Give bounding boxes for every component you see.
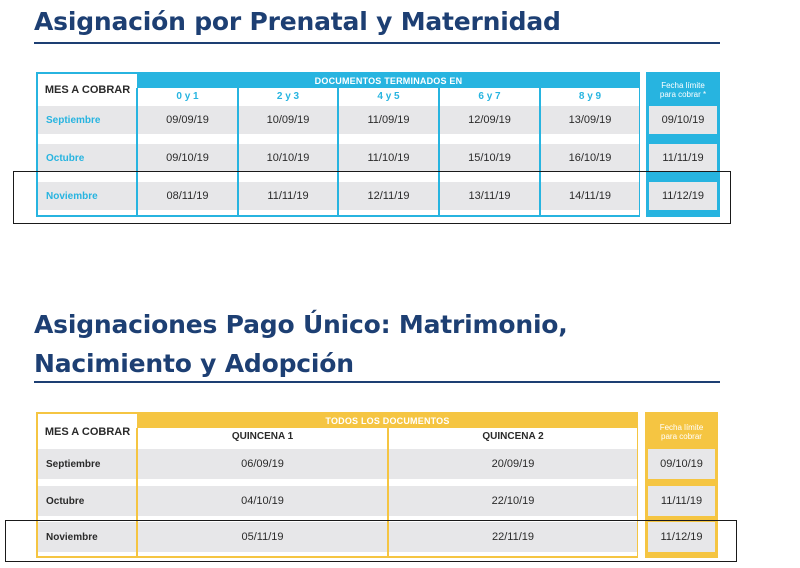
row-value: 04/10/19 [138,486,387,516]
section1-title: Asignación por Prenatal y Maternidad [34,7,561,36]
row-value: 11/11/19 [239,182,337,210]
row-deadline: 11/11/19 [649,144,717,172]
row-value: 09/09/19 [138,106,237,134]
row-month-label: Octubre [38,144,136,172]
deadline-header-line: para cobrar * [659,90,707,99]
row-value: 09/10/19 [138,144,237,172]
deadline-header [645,416,718,448]
column-header: QUINCENA 2 [389,428,637,445]
row-month-label: Septiembre [38,449,136,479]
row-value: 16/10/19 [541,144,639,172]
noviembre-highlight-box-2 [5,520,737,562]
row-value: 12/09/19 [440,106,539,134]
column-header: 4 y 5 [377,90,400,102]
row-month-label: Septiembre [38,106,136,134]
row-deadline: 11/11/19 [648,486,715,516]
documents-band-header: DOCUMENTOS TERMINADOS EN [137,74,640,88]
section1-title-rule [34,42,720,44]
deadline-header-line: para cobrar [661,432,702,441]
row-month-label: Noviembre [38,522,136,552]
row-value: 14/11/19 [541,182,639,210]
row-value: 05/11/19 [138,522,387,552]
row-month-label: Noviembre [38,182,136,210]
row-value: 10/09/19 [239,106,337,134]
mes-a-cobrar-header: MES A COBRAR [44,84,131,96]
section2-title-line1: Asignaciones Pago Único: Matrimonio, [34,310,568,339]
row-value: 13/11/19 [440,182,539,210]
row-value: 11/10/19 [339,144,438,172]
column-header: 0 y 1 [176,90,199,102]
column-header: 8 y 9 [578,90,602,102]
row-value: 12/11/19 [339,182,438,210]
deadline-header-line: Fecha límite [661,81,705,90]
documents-band-header: TODOS LOS DOCUMENTOS [137,414,638,428]
deadline-header-line: Fecha límite [659,423,704,432]
row-value: 06/09/19 [138,449,387,479]
section2-title-line2: Nacimiento y Adopción [34,349,354,378]
row-value: 20/09/19 [389,449,637,479]
noviembre-highlight-box [13,171,731,224]
column-header: 2 y 3 [276,90,300,102]
row-value: 13/09/19 [541,106,639,134]
section2-title-rule [34,381,720,383]
row-deadline: 09/10/19 [648,449,715,479]
row-value: 22/10/19 [389,486,637,516]
row-value: 11/09/19 [339,106,438,134]
deadline-header [646,76,720,104]
row-deadline: 11/12/19 [648,522,715,552]
row-deadline: 11/12/19 [649,182,717,210]
column-header: QUINCENA 1 [138,428,387,445]
row-value: 15/10/19 [440,144,539,172]
row-month-label: Octubre [38,486,136,516]
column-header: 6 y 7 [478,90,501,102]
mes-a-cobrar-header: MES A COBRAR [44,426,131,438]
row-value: 08/11/19 [138,182,237,210]
row-value: 22/11/19 [389,522,637,552]
row-deadline: 09/10/19 [649,106,717,134]
row-value: 10/10/19 [239,144,337,172]
